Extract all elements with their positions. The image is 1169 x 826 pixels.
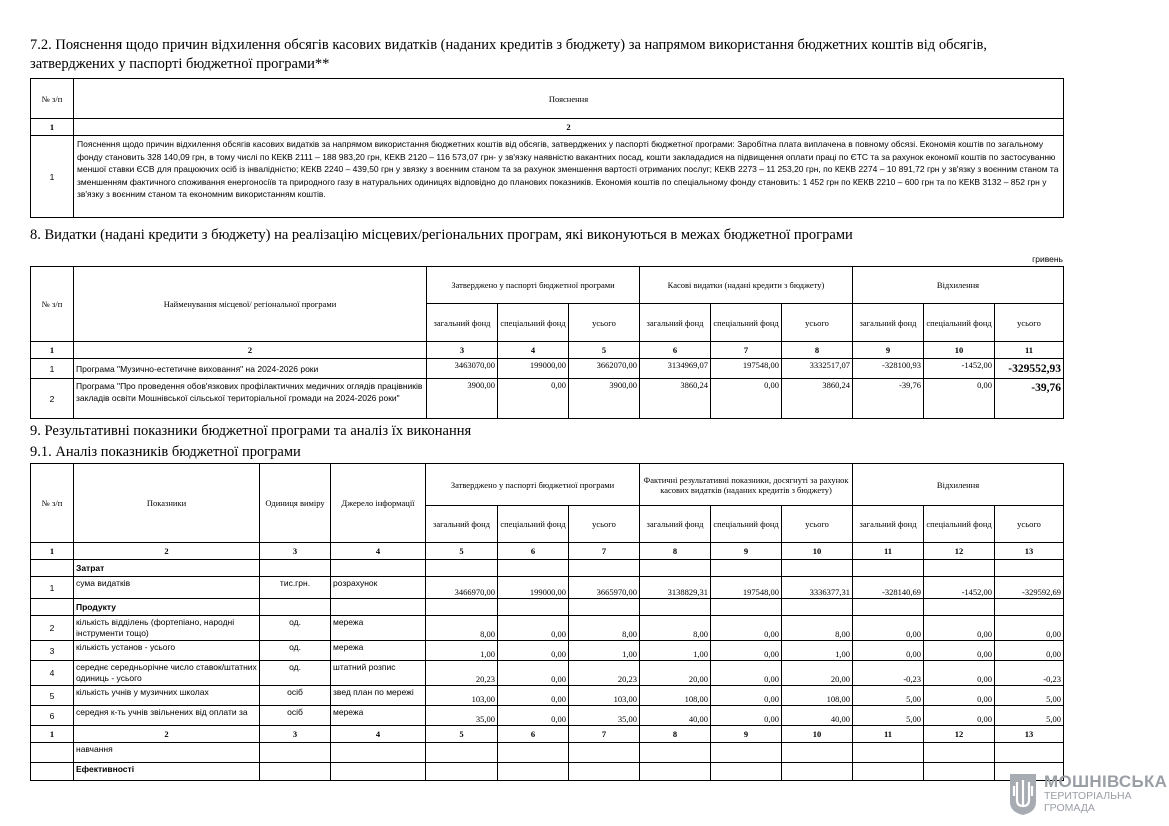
value-cell: 20,23	[426, 661, 498, 686]
col-number: 11	[995, 342, 1064, 359]
value-cell: -328100,93	[853, 359, 924, 379]
col-header-no: № з/п	[31, 267, 74, 342]
value-cell: 35,00	[569, 706, 640, 726]
heading-7-2: 7.2. Пояснення щодо причин відхилення обсягів касових видатків (наданих кредитів з бюджету) за напрямом використання бюджетних коштів від обсягів, затверджених у паспорті бюджетної програми**	[30, 37, 987, 72]
value-cell: 3900,00	[569, 379, 640, 419]
value-cell: 0,00	[924, 616, 995, 641]
col-header-actual: Фактичні результативні показники, досягнуті за рахунок касових видатків (наданих кредитів з бюджету)	[640, 464, 853, 506]
row-number: 1	[31, 577, 74, 599]
value-cell: 199000,00	[498, 359, 569, 379]
value-cell: 103,00	[426, 686, 498, 706]
indicator-unit: осіб	[260, 706, 331, 726]
section-label-efficiency: Ефективності	[74, 763, 260, 781]
explanation-table	[30, 78, 1064, 218]
col-header-general-fund: загальний фонд	[853, 304, 924, 342]
value-cell: 0,00	[711, 379, 782, 419]
value-cell: 3463070,00	[427, 359, 498, 379]
col-number: 10	[924, 342, 995, 359]
col-number: 4	[498, 342, 569, 359]
col-number: 9	[711, 726, 782, 743]
value-cell: -0,23	[853, 661, 924, 686]
col-number: 1	[31, 543, 74, 560]
value-cell: -329592,69	[995, 577, 1064, 599]
col-header-special-fund: спеціальний фонд	[711, 304, 782, 342]
col-number: 2	[74, 119, 1064, 136]
col-number: 8	[640, 726, 711, 743]
col-header-deviation: Відхилення	[853, 267, 1064, 304]
value-cell: -39,76	[853, 379, 924, 419]
col-number: 2	[74, 342, 427, 359]
value-cell: 0,00	[711, 641, 782, 661]
col-number: 8	[782, 342, 853, 359]
col-header-total: усього	[782, 506, 853, 543]
col-header-general-fund: загальний фонд	[853, 506, 924, 543]
indicator-unit: тис.грн.	[260, 577, 331, 599]
row-number: 4	[31, 661, 74, 686]
col-number: 11	[853, 726, 924, 743]
col-header-total: усього	[569, 506, 640, 543]
value-cell: 3662070,00	[569, 359, 640, 379]
indicator-unit: осіб	[260, 686, 331, 706]
col-number: 1	[31, 342, 74, 359]
col-number: 1	[31, 119, 74, 136]
col-header-special-fund: спеціальний фонд	[711, 506, 782, 543]
program-name: Програма "Музично-естетичне виховання" на 2024-2026 роки	[74, 359, 427, 379]
value-cell: 0,00	[924, 686, 995, 706]
empty-cell	[31, 743, 74, 763]
value-cell: 108,00	[782, 686, 853, 706]
value-cell: 108,00	[640, 686, 711, 706]
value-cell: 8,00	[426, 616, 498, 641]
community-logo	[1008, 772, 1168, 818]
row-number: 6	[31, 706, 74, 726]
value-cell-total-deviation: -329552,93	[995, 359, 1064, 379]
value-cell: 20,00	[640, 661, 711, 686]
section-label-product: Продукту	[74, 599, 260, 616]
logo-subtitle-1: ТЕРИТОРІАЛЬНА	[1044, 790, 1132, 802]
value-cell: 40,00	[782, 706, 853, 726]
indicator-source: звед план по мережі	[331, 686, 426, 706]
value-cell: 0,00	[711, 661, 782, 686]
indicator-name: середнє середньорічне число ставок/штатних одиниць - усього	[74, 661, 260, 686]
value-cell: 3860,24	[640, 379, 711, 419]
local-programs-table	[30, 266, 1064, 419]
value-cell: 1,00	[569, 641, 640, 661]
value-cell: 3466970,00	[426, 577, 498, 599]
col-number: 3	[260, 726, 331, 743]
col-header-explanation: Пояснення	[74, 79, 1064, 119]
col-header-special-fund: спеціальний фонд	[924, 304, 995, 342]
col-number: 6	[640, 342, 711, 359]
indicator-unit: од.	[260, 661, 331, 686]
col-number: 12	[924, 726, 995, 743]
program-name: Програма "Про проведення обов'язкових профілактичних медичних оглядів працівників закладів освіти Мошнівської сільської територіальної громади на 2024-2026 роки"	[74, 379, 427, 419]
col-number: 3	[260, 543, 331, 560]
col-number: 9	[853, 342, 924, 359]
indicator-unit: од.	[260, 616, 331, 641]
col-header-no: № з/п	[31, 79, 74, 119]
col-header-total: усього	[995, 304, 1064, 342]
col-number: 4	[331, 726, 426, 743]
currency-unit: гривень	[1032, 254, 1063, 264]
indicator-name: кількість відділень (фортепіано, народні інструменти тощо)	[74, 616, 260, 641]
value-cell: -1452,00	[924, 577, 995, 599]
value-cell: 3138829,31	[640, 577, 711, 599]
value-cell: -1452,00	[924, 359, 995, 379]
value-cell: 197548,00	[711, 359, 782, 379]
indicator-source: штатний розпис	[331, 661, 426, 686]
col-number: 8	[640, 543, 711, 560]
col-number: 7	[569, 726, 640, 743]
col-number: 3	[427, 342, 498, 359]
col-number: 5	[569, 342, 640, 359]
value-cell: 3336377,31	[782, 577, 853, 599]
col-header-source: Джерело інформації	[331, 464, 426, 543]
indicator-name: середня к-ть учнів звільнених від оплати за	[74, 706, 260, 726]
col-number: 10	[782, 543, 853, 560]
value-cell: 0,00	[711, 686, 782, 706]
value-cell: 0,00	[498, 661, 569, 686]
value-cell: 0,00	[924, 661, 995, 686]
value-cell: 0,00	[498, 706, 569, 726]
value-cell: 197548,00	[711, 577, 782, 599]
empty-cell	[31, 560, 74, 577]
col-header-general-fund: загальний фонд	[640, 506, 711, 543]
value-cell: 1,00	[640, 641, 711, 661]
row-number: 2	[31, 616, 74, 641]
explanation-text: Пояснення щодо причин відхилення обсягів касових видатків за напрямом використання бюджетних коштів від обсягів, затверджених у паспорті бюджетної програми: Заробітна плата виплачена в повному обсязі. Економія коштів по загальному фонду становить 328 140,09 грн, в тому числі по КЕКВ 2111 – 188 983,20 грн, КЕКВ 2120 – 116 573,07 грн- у зв'язку наявністю вакантних посад, кошти заклададися на підвищення оплати праці по ЄТС та за рахунок економії коштів по застосуванню меншої ставки ЄСВ для працюючих осіб із інвалідністю; КЕКВ 2240 – 439,50 грн у звязку з воєнним станом та за рахунок зменшення вартості отриманих послуг; КЕКВ 2273 – 11 253,20 грн, по КЕКВ 2274 – 10 891,72 грн у зв'язку з воєнним станом та зменшенням фактичного споживання енергоносіїв та природного газу в натуральних одиницях відповідно до планових показників. Економія коштів по спеціальному фонду становить: 1 452 грн по КЕКВ 2210 – 600 грн та по КЕКВ 3132 – 852 грн у зв'язку з воєнним станом та економним використанням коштів.	[74, 136, 1064, 218]
value-cell: 0,00	[924, 641, 995, 661]
indicator-source: розрахунок	[331, 577, 426, 599]
indicator-name: сума видатків	[74, 577, 260, 599]
col-number: 4	[331, 543, 426, 560]
row-number: 2	[31, 379, 74, 419]
col-header-deviation: Відхилення	[853, 464, 1064, 506]
col-header-total: усього	[995, 506, 1064, 543]
heading-9: 9. Результативні показники бюджетної програми та аналіз їх виконання	[30, 423, 472, 439]
col-number: 6	[498, 726, 569, 743]
value-cell: 5,00	[995, 706, 1064, 726]
row-number: 1	[31, 359, 74, 379]
value-cell: 5,00	[853, 706, 924, 726]
col-number: 12	[924, 543, 995, 560]
value-cell: 0,00	[498, 616, 569, 641]
value-cell: 0,00	[853, 641, 924, 661]
value-cell: 8,00	[640, 616, 711, 641]
value-cell: 0,00	[498, 686, 569, 706]
row-number: 1	[31, 136, 74, 218]
value-cell: 0,00	[853, 616, 924, 641]
col-number: 2	[74, 726, 260, 743]
value-cell: 0,00	[711, 616, 782, 641]
value-cell: 3332517,07	[782, 359, 853, 379]
col-header-unit: Одиниця виміру	[260, 464, 331, 543]
value-cell: 8,00	[782, 616, 853, 641]
value-cell: 0,00	[995, 641, 1064, 661]
col-number: 13	[995, 726, 1064, 743]
value-cell: 0,00	[924, 379, 995, 419]
value-cell: 199000,00	[498, 577, 569, 599]
col-header-special-fund: спеціальний фонд	[924, 506, 995, 543]
section-label-costs: Затрат	[74, 560, 260, 577]
col-number: 10	[782, 726, 853, 743]
value-cell: -328140,69	[853, 577, 924, 599]
col-number: 11	[853, 543, 924, 560]
value-cell-total-deviation: -39,76	[995, 379, 1064, 419]
value-cell: 35,00	[426, 706, 498, 726]
logo-subtitle-2: ГРОМАДА	[1044, 802, 1095, 814]
value-cell: 1,00	[782, 641, 853, 661]
value-cell: 3900,00	[427, 379, 498, 419]
value-cell: 0,00	[498, 379, 569, 419]
col-header-program-name: Найменування місцевої/ регіональної програми	[74, 267, 427, 342]
col-number: 6	[498, 543, 569, 560]
col-header-approved: Затверджено у паспорті бюджетної програми	[427, 267, 640, 304]
trident-emblem-icon	[1008, 772, 1038, 816]
value-cell: 0,00	[711, 706, 782, 726]
value-cell: -0,23	[995, 661, 1064, 686]
col-number: 5	[426, 726, 498, 743]
indicator-source: мережа	[331, 706, 426, 726]
indicator-name: кількість установ - усього	[74, 641, 260, 661]
indicators-table	[30, 463, 1064, 781]
value-cell: 20,00	[782, 661, 853, 686]
col-header-special-fund: спеціальний фонд	[498, 506, 569, 543]
empty-cell	[31, 763, 74, 781]
col-number: 9	[711, 543, 782, 560]
col-number: 1	[31, 726, 74, 743]
col-number: 13	[995, 543, 1064, 560]
empty-cell	[31, 599, 74, 616]
value-cell: 0,00	[995, 616, 1064, 641]
value-cell: 8,00	[569, 616, 640, 641]
heading-9-1: 9.1. Аналіз показників бюджетної програми	[30, 444, 301, 460]
col-number: 7	[569, 543, 640, 560]
col-header-indicators: Показники	[74, 464, 260, 543]
col-number: 7	[711, 342, 782, 359]
indicator-source: мережа	[331, 641, 426, 661]
value-cell: 20,23	[569, 661, 640, 686]
row-number: 5	[31, 686, 74, 706]
col-header-approved: Затверджено у паспорті бюджетної програми	[426, 464, 640, 506]
value-cell: 3860,24	[782, 379, 853, 419]
value-cell: 5,00	[995, 686, 1064, 706]
value-cell: 3134969,07	[640, 359, 711, 379]
col-number: 2	[74, 543, 260, 560]
value-cell: 1,00	[426, 641, 498, 661]
indicator-name-continuation: навчання	[74, 743, 260, 763]
col-header-no: № з/п	[31, 464, 74, 543]
col-header-general-fund: загальний фонд	[426, 506, 498, 543]
col-header-general-fund: загальний фонд	[427, 304, 498, 342]
col-header-cash: Касові видатки (надані кредити з бюджету)	[640, 267, 853, 304]
value-cell: 5,00	[853, 686, 924, 706]
value-cell: 0,00	[924, 706, 995, 726]
col-header-total: усього	[569, 304, 640, 342]
indicator-source: мережа	[331, 616, 426, 641]
value-cell: 0,00	[498, 641, 569, 661]
col-header-total: усього	[782, 304, 853, 342]
value-cell: 3665970,00	[569, 577, 640, 599]
col-header-general-fund: загальний фонд	[640, 304, 711, 342]
indicator-name: кількість учнів у музичних школах	[74, 686, 260, 706]
value-cell: 103,00	[569, 686, 640, 706]
row-number: 3	[31, 641, 74, 661]
indicator-unit: од.	[260, 641, 331, 661]
col-number: 5	[426, 543, 498, 560]
value-cell: 40,00	[640, 706, 711, 726]
logo-name: МОШНІВСЬКА	[1044, 772, 1168, 791]
col-header-special-fund: спеціальний фонд	[498, 304, 569, 342]
heading-8: 8. Видатки (надані кредити з бюджету) на реалізацію місцевих/регіональних програм, які виконуються в межах бюджетної програми	[30, 227, 853, 243]
